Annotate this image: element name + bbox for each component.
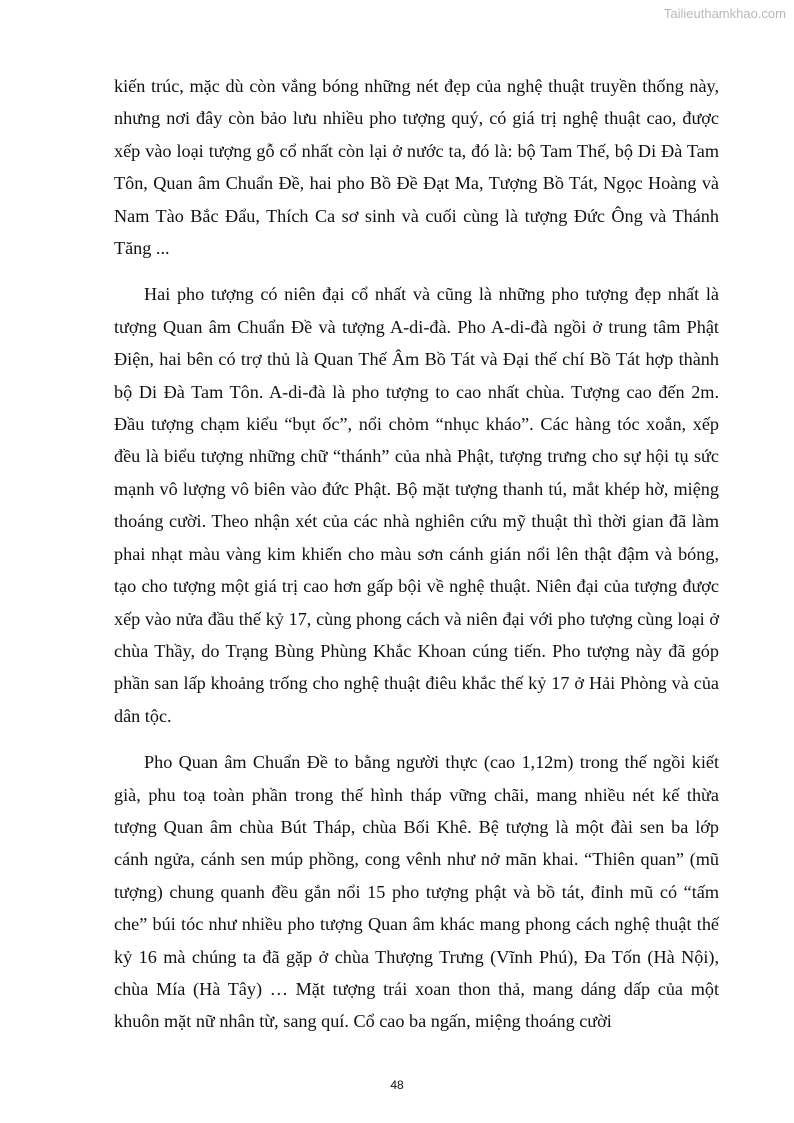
page-number: 48 bbox=[390, 1078, 404, 1092]
watermark: Tailieuthamkhao.com bbox=[663, 6, 786, 21]
paragraph-amitabha: Hai pho tượng có niên đại cổ nhất và cũng là những pho tượng đẹp nhất là tượng Quan âm Chuẩn Đề và tượng A-di-đà. Pho A-di-đà ngồi ở trung tâm Phật Điện, hai bên có trợ thủ là Quan Thế Âm Bồ Tát và Đại thế chí Bồ Tát hợp thành bộ Di Đà Tam Tôn. A-di-đà là pho tượng to cao nhất chùa. Tượng cao đến 2m. Đầu tượng chạm kiểu “bụt ốc”, nổi chỏm “nhục kháo”. Các hàng tóc xoắn, xếp đều là biểu tượng những chữ “thánh” của nhà Phật, tượng trưng cho sự hội tụ sức mạnh vô lượng vô biên vào đức Phật. Bộ mặt tượng thanh tú, mắt khép hờ, miệng thoáng cười. Theo nhận xét của các nhà nghiên cứu mỹ thuật thì thời gian đã làm phai nhạt màu vàng kim khiến cho màu sơn cánh gián nổi lên thật đậm và bóng, tạo cho tượng một giá trị cao hơn gấp bội về nghệ thuật. Niên đại của tượng được xếp vào nửa đầu thế kỷ 17, cùng phong cách và niên đại với pho tượng cùng loại ở chùa Thầy, do Trạng Bùng Phùng Khắc Khoan cúng tiến. Pho tượng này đã góp phần san lấp khoảng trống cho nghệ thuật điêu khắc thế kỷ 17 ở Hải Phòng và của dân tộc. bbox=[114, 284, 719, 726]
page-body bbox=[114, 70, 719, 1038]
paragraph-quan-am: Pho Quan âm Chuẩn Đề to bằng người thực (cao 1,12m) trong thế ngồi kiết già, phu toạ toàn phần trong thế hình tháp vững chãi, mang nhiều nét kế thừa tượng Quan âm chùa Bút Tháp, chùa Bối Khê. Bệ tượng là một đài sen ba lớp cánh ngửa, cánh sen múp phồng, cong vênh như nở mãn khai. “Thiên quan” (mũ tượng) chung quanh đều gắn nổi 15 pho tượng phật và bồ tát, đỉnh mũ có “tấm che” búi tóc như nhiều pho tượng Quan âm khác mang phong cách nghệ thuật thế kỷ 16 mà chúng ta đã gặp ở chùa Thượng Trưng (Vĩnh Phú), Đa Tốn (Hà Nội), chùa Mía (Hà Tây) … Mặt tượng trái xoan thon thả, mang dáng dấp của một khuôn mặt nữ nhân từ, sang quí. Cổ cao ba ngấn, miệng thoáng cười bbox=[114, 752, 719, 1032]
paragraph-continued: kiến trúc, mặc dù còn vắng bóng những nét đẹp của nghệ thuật truyền thống này, nhưng nơi đây còn bảo lưu nhiều pho tượng quý, có giá trị nghệ thuật cao, được xếp vào loại tượng gỗ cổ nhất còn lại ở nước ta, đó là: bộ Tam Thế, bộ Di Đà Tam Tôn, Quan âm Chuẩn Đề, hai pho Bồ Đề Đạt Ma, Tượng Bồ Tát, Ngọc Hoàng và Nam Tào Bắc Đẩu, Thích Ca sơ sinh và cuối cùng là tượng Đức Ông và Thánh Tăng ... bbox=[114, 76, 719, 259]
